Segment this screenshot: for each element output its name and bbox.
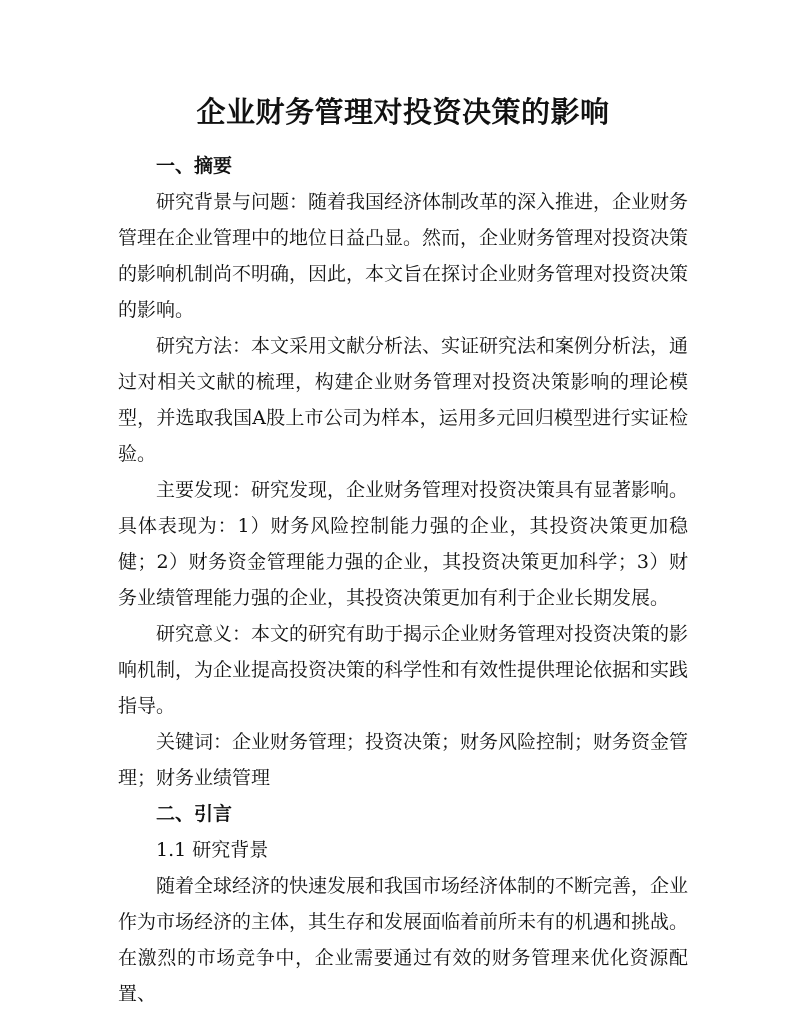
abstract-methods-paragraph: 研究方法：本文采用文献分析法、实证研究法和案例分析法，通过对相关文献的梳理，构建企业财务管理对投资决策影响的理论模型，并选取我国A股上市公司为样本，运用多元回归模型进行实证检验。: [118, 335, 689, 465]
abstract-significance-paragraph: 研究意义：本文的研究有助于揭示企业财务管理对投资决策的影响机制，为企业提高投资决策的科学性和有效性提供理论依据和实践指导。: [118, 623, 689, 717]
keywords-paragraph: 关键词：企业财务管理；投资决策；财务风险控制；财务资金管理；财务业绩管理: [118, 731, 689, 789]
document-title: 企业财务管理对投资决策的影响: [196, 95, 610, 129]
abstract-findings-paragraph: 主要发现：研究发现，企业财务管理对投资决策具有显著影响。具体表现为：1）财务风险控制能力强的企业，其投资决策更加稳健；2）财务资金管理能力强的企业，其投资决策更加科学；3）财务业绩管理能力强的企业，其投资决策更加有利于企业长期发展。: [118, 479, 689, 609]
abstract-heading: 一、摘要: [156, 155, 233, 177]
abstract-background-paragraph: 研究背景与问题：随着我国经济体制改革的深入推进，企业财务管理在企业管理中的地位日益凸显。然而，企业财务管理对投资决策的影响机制尚不明确，因此，本文旨在探讨企业财务管理对投资决策的影响。: [118, 191, 689, 321]
research-background-subheading: 1.1 研究背景: [156, 839, 269, 861]
introduction-heading: 二、引言: [156, 803, 233, 825]
introduction-paragraph: 随着全球经济的快速发展和我国市场经济体制的不断完善，企业作为市场经济的主体，其生存和发展面临着前所未有的机遇和挑战。在激烈的市场竞争中，企业需要通过有效的财务管理来优化资源配置、: [118, 875, 689, 1005]
